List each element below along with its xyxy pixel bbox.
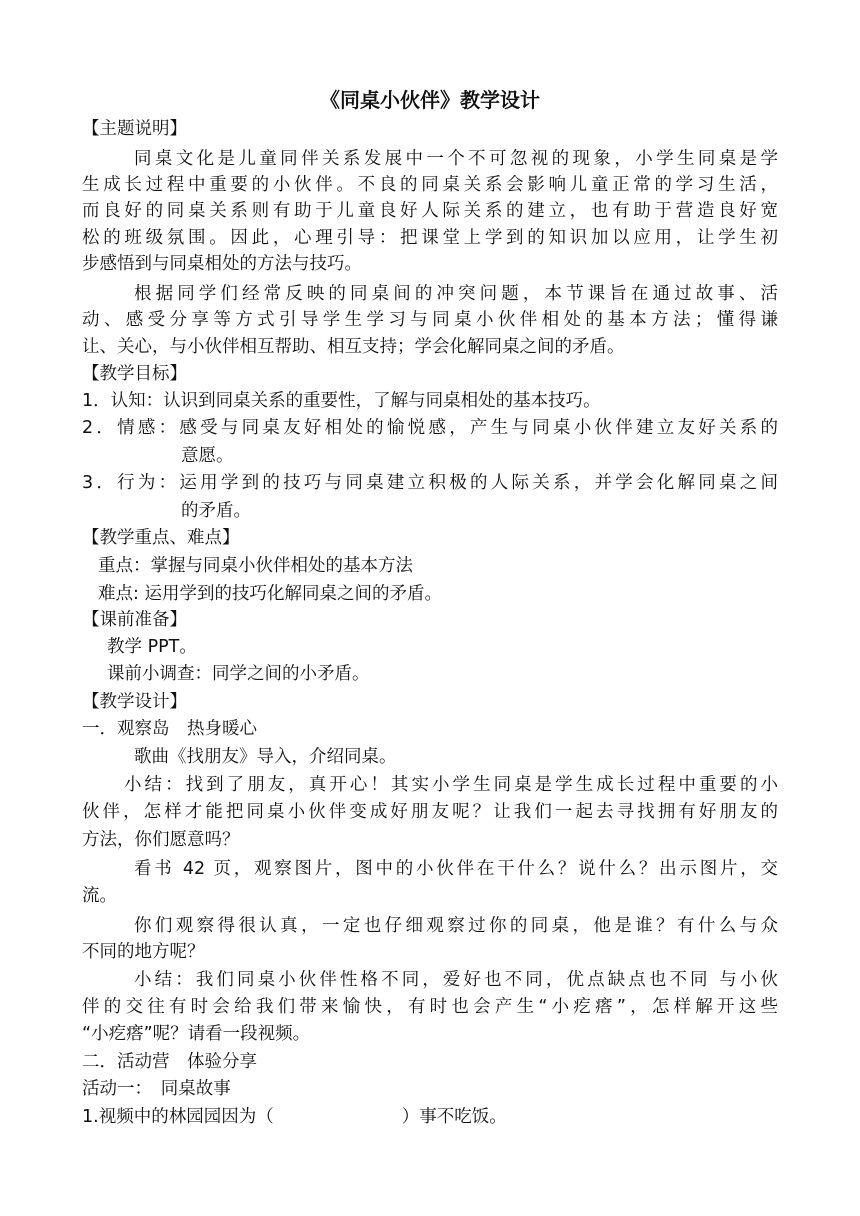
goal-emotion-cont: 意愿。: [181, 446, 234, 466]
section-heading-design: 【教学设计】: [82, 692, 187, 712]
part-1-summary-line: 伙伴，怎样才能把同桌小伙伴变成好朋友呢？让我们一起去寻找拥有好朋友的: [82, 802, 778, 822]
part-1-summary2-line: “小疙瘩”呢？请看一段视频。: [82, 1024, 311, 1044]
question-1-before: 1.视频中的林园园因为（: [82, 1107, 274, 1127]
theme-paragraph-1-line: 而良好的同桌关系则有助于儿童良好人际关系的建立，也有助于营造良好宽: [82, 201, 778, 221]
part-1-summary2-line: 小结：我们同桌小伙伴性格不同，爱好也不同，优点缺点也不同 与小伙: [134, 970, 778, 990]
theme-paragraph-1-line: 步感悟到与同桌相处的方法与技巧。: [82, 254, 362, 274]
theme-paragraph-2-line: 根据同学们经常反映的同桌间的冲突问题，本节课旨在通过故事、活: [134, 284, 778, 304]
goal-behavior-cont: 的矛盾。: [181, 501, 251, 521]
prep-item: 教学 PPT。: [107, 637, 197, 657]
part-1-summary2-line: 伴的交往有时会给我们带来愉快，有时也会产生“小疙瘩”，怎样解开这些: [82, 997, 778, 1017]
part-1-observe-line: 你们观察得很认真，一定也仔细观察过你的同桌，他是谁？有什么与众: [134, 916, 778, 936]
part-1-summary-line: 方法，你们愿意吗？: [82, 830, 240, 850]
section-heading-goals: 【教学目标】: [82, 364, 187, 384]
section-heading-theme: 【主题说明】: [82, 119, 187, 139]
goal-behavior: 3．行为：运用学到的技巧与同桌建立积极的人际关系，并学会化解同桌之间: [82, 473, 778, 493]
question-1: [82, 1103, 507, 1128]
section-heading-key-points: 【教学重点、难点】: [82, 528, 240, 548]
part-1-book-line: 流。: [82, 886, 117, 906]
part-1-summary-line: 小结：找到了朋友，真开心！其实小学生同桌是学生成长过程中重要的小: [124, 775, 778, 795]
part-1-observe-line: 不同的地方呢？: [82, 942, 205, 962]
theme-paragraph-1-line: 生成长过程中重要的小伙伴。不良的同桌关系会影响儿童正常的学习生活，: [82, 175, 778, 195]
key-point: 重点：掌握与同桌小伙伴相处的基本方法: [98, 556, 413, 576]
part-1-intro: 歌曲《找朋友》导入，介绍同桌。: [134, 747, 397, 767]
document-title: 《同桌小伙伴》教学设计: [320, 88, 540, 112]
activity-1-title: 活动一： 同桌故事: [82, 1079, 231, 1099]
theme-paragraph-1-line: 同桌文化是儿童同伴关系发展中一个不可忽视的现象，小学生同桌是学: [134, 149, 778, 169]
prep-item: 课前小调查：同学之间的小矛盾。: [107, 664, 370, 684]
goal-cognition: 1．认知：认识到同桌关系的重要性，了解与同桌相处的基本技巧。: [82, 391, 601, 411]
question-1-after: ）事不吃饭。: [401, 1107, 507, 1127]
part-1-book-line: 看书 42 页，观察图片，图中的小伙伴在干什么？说什么？出示图片，交: [134, 859, 778, 879]
theme-paragraph-1-line: 松的班级氛围。因此，心理引导：把课堂上学到的知识加以应用，让学生初: [82, 228, 778, 248]
theme-paragraph-2-line: 让、关心，与小伙伴相互帮助、相互支持；学会化解同桌之间的矛盾。: [82, 337, 625, 357]
difficulty-point: 难点: 运用学到的技巧化解同桌之间的矛盾。: [98, 584, 442, 604]
section-heading-preparation: 【课前准备】: [82, 610, 187, 630]
part-2-title: 二．活动营 体验分享: [82, 1052, 257, 1072]
theme-paragraph-2-line: 动、感受分享等方式引导学生学习与同桌小伙伴相处的基本方法；懂得谦: [82, 310, 778, 330]
part-1-title: 一．观察岛 热身暖心: [82, 719, 257, 739]
goal-emotion: 2．情感：感受与同桌友好相处的愉悦感，产生与同桌小伙伴建立友好关系的: [82, 418, 778, 438]
